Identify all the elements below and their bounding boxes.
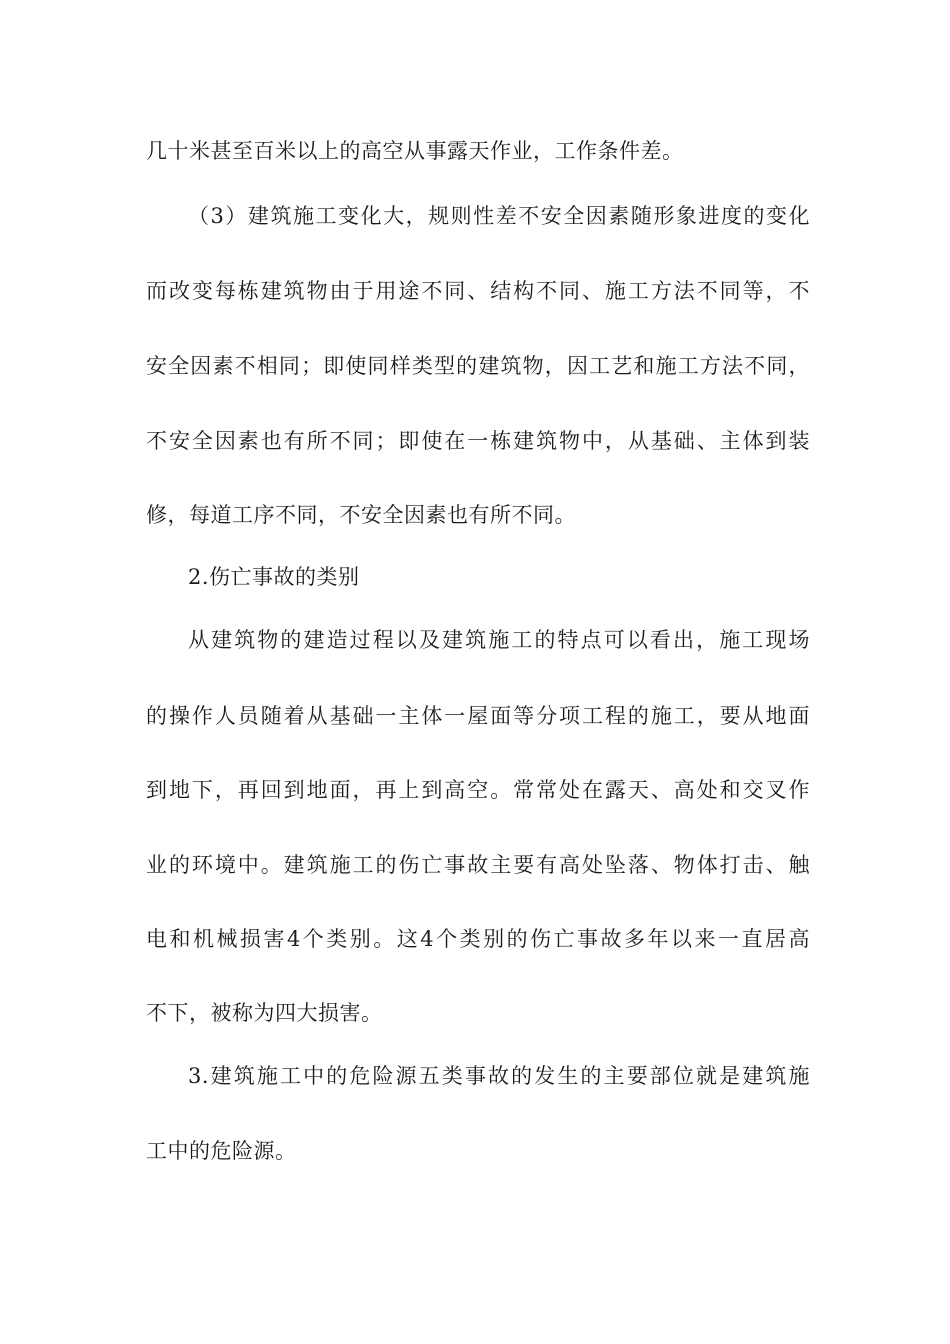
- text-line-1: 几十米甚至百米以上的高空从事露天作业，工作条件差。: [146, 139, 684, 163]
- section-heading-3: 3.建筑施工中的危险源五类事故的发生的主要部位就是建筑施: [188, 1064, 810, 1088]
- text-line-6: 修，每道工序不同，不安全因素也有所不同。: [146, 503, 576, 527]
- text-line-3: 而改变每栋建筑物由于用途不同、结构不同、施工方法不同等，不: [146, 279, 810, 303]
- text-line-15: 工中的危险源。: [146, 1139, 297, 1163]
- text-line-11: 业的环境中。建筑施工的伤亡事故主要有高处坠落、物体打击、触: [146, 853, 810, 877]
- text-line-12: 电和机械损害4个类别。这4个类别的伤亡事故多年以来一直居高: [146, 927, 810, 951]
- text-line-4: 安全因素不相同；即使同样类型的建筑物，因工艺和施工方法不同，: [146, 354, 810, 378]
- text-line-8: 从建筑物的建造过程以及建筑施工的特点可以看出，施工现场: [188, 628, 810, 652]
- text-line-13: 不下，被称为四大损害。: [146, 1001, 383, 1025]
- text-line-9: 的操作人员随着从基础一主体一屋面等分项工程的施工，要从地面: [146, 704, 810, 728]
- section-heading-2: 2.伤亡事故的类别: [188, 565, 360, 589]
- text-line-10: 到地下，再回到地面，再上到高空。常常处在露天、高处和交叉作: [146, 778, 810, 802]
- text-line-5: 不安全因素也有所不同；即使在一栋建筑物中，从基础、主体到装: [146, 429, 810, 453]
- text-line-2: （3）建筑施工变化大，规则性差不安全因素随形象进度的变化: [188, 204, 810, 228]
